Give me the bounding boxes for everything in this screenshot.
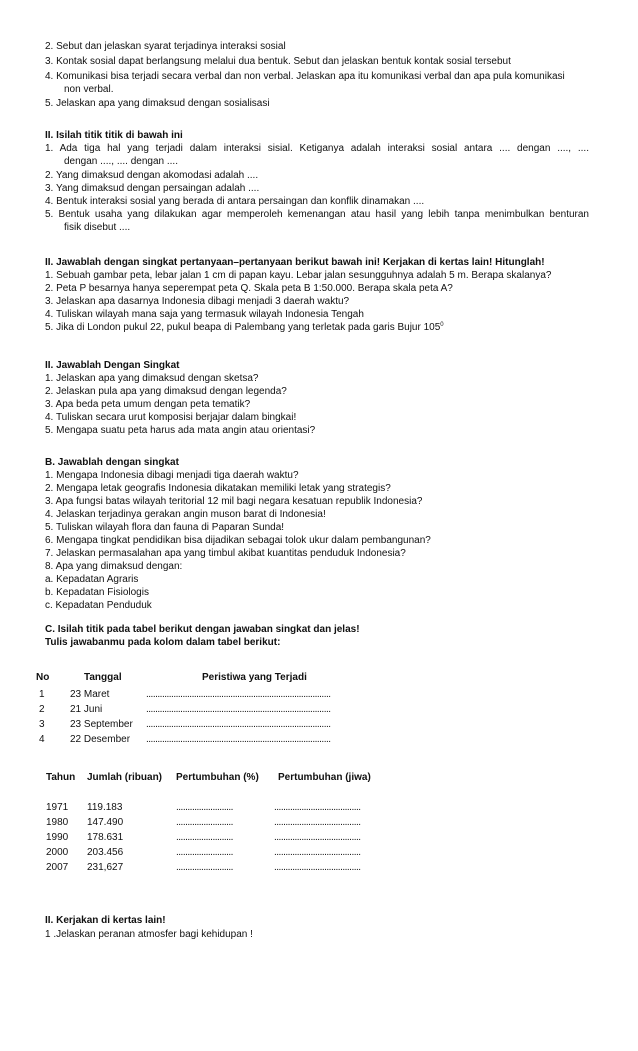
table-header-no: No — [36, 672, 50, 683]
answer-blank: ...................................... — [274, 847, 361, 858]
table-cell-year: 1990 — [46, 832, 69, 843]
table-cell-amount: 147.490 — [87, 817, 124, 828]
table-cell-date: 23 September — [70, 719, 133, 730]
table-cell-date: 22 Desember — [70, 734, 131, 745]
question-text: 8. Apa yang dimaksud dengan: — [45, 561, 183, 572]
question-text: 2. Mengapa letak geografis Indonesia dikatakan memiliki letak yang strategis? — [45, 483, 391, 494]
question-text: 2. Peta P besarnya hanya seperempat peta Q. Skala peta B 1:50.000. Berapa skala peta A? — [45, 283, 453, 294]
question-text: non verbal. — [64, 84, 114, 95]
table-header-jumlah: Jumlah (ribuan) — [87, 772, 163, 783]
table-cell-date: 23 Maret — [70, 689, 110, 700]
question-text: 4. Jelaskan terjadinya gerakan angin muson barat di Indonesia! — [45, 509, 326, 520]
answer-blank: ................................................................................. — [146, 719, 331, 730]
table-cell-year: 1971 — [46, 802, 69, 813]
section-heading: II. Kerjakan di kertas lain! — [45, 915, 166, 926]
table-cell-no: 2 — [39, 704, 45, 715]
question-text: 2. Yang dimaksud dengan akomodasi adalah .... — [45, 170, 259, 181]
question-text: 3. Yang dimaksud dengan persaingan adalah .... — [45, 183, 260, 194]
answer-blank: ................................................................................. — [146, 689, 331, 700]
question-text: 6. Mengapa tingkat pendidikan bisa dijadikan sebagai tolok ukur dalam pembangunan? — [45, 535, 431, 546]
table-cell-year: 1980 — [46, 817, 69, 828]
table-cell-date: 21 Juni — [70, 704, 103, 715]
question-text: 5. Tuliskan wilayah flora dan fauna di Paparan Sunda! — [45, 522, 285, 533]
question-text: 5. Mengapa suatu peta harus ada mata angin atau orientasi? — [45, 425, 316, 436]
table-cell-year: 2000 — [46, 847, 69, 858]
question-text: 4. Komunikasi bisa terjadi secara verbal dan non verbal. Jelaskan apa itu komunikasi verbal dan apa pula komunikasi — [45, 71, 565, 82]
question-text: 4. Tuliskan secara urut komposisi berjajar dalam bingkai! — [45, 412, 297, 423]
answer-blank: ......................... — [176, 862, 233, 873]
table-header-pertumbuhan-pct: Pertumbuhan (%) — [176, 772, 259, 783]
question-text: fisik disebut .... — [64, 222, 131, 233]
question-text: a. Kepadatan Agraris — [45, 574, 139, 585]
question-text: 2. Sebut dan jelaskan syarat terjadinya interaksi sosial — [45, 41, 286, 52]
section-heading: II. Isilah titik titik di bawah ini — [45, 130, 183, 141]
question-text: 1. Mengapa Indonesia dibagi menjadi tiga daerah waktu? — [45, 470, 299, 481]
answer-blank: ...................................... — [274, 862, 361, 873]
question-text — [45, 322, 444, 334]
table-cell-amount: 203.456 — [87, 847, 124, 858]
answer-blank: ...................................... — [274, 832, 361, 843]
question-text: 3. Kontak sosial dapat berlangsung melalui dua bentuk. Sebut dan jelaskan bentuk kontak sosial tersebut — [45, 56, 511, 67]
table-cell-no: 3 — [39, 719, 45, 730]
section-heading: B. Jawablah dengan singkat — [45, 457, 179, 468]
section-heading: C. Isilah titik pada tabel berikut dengan jawaban singkat dan jelas! — [45, 624, 360, 635]
table-cell-no: 4 — [39, 734, 45, 745]
question-text: 3. Jelaskan apa dasarnya Indonesia dibagi menjadi 3 daerah waktu? — [45, 296, 350, 307]
section-heading: II. Jawablah dengan singkat pertanyaan–pertanyaan berikut bawah ini! Kerjakan di kertas lain! Hitunglah! — [45, 257, 545, 268]
question-text: 1. Ada tiga hal yang terjadi dalam interaksi sisial. Ketiganya adalah interaksi sosial antara .... dengan ...., .... — [45, 143, 589, 154]
degree-superscript: 0 — [440, 322, 444, 328]
question-text: 1. Jelaskan apa yang dimaksud dengan sketsa? — [45, 373, 259, 384]
question-text: c. Kepadatan Penduduk — [45, 600, 152, 611]
question-text: 3. Apa beda peta umum dengan peta tematik? — [45, 399, 251, 410]
table-cell-year: 2007 — [46, 862, 69, 873]
question-text: 4. Tuliskan wilayah mana saja yang termasuk wilayah Indonesia Tengah — [45, 309, 364, 320]
table-cell-no: 1 — [39, 689, 45, 700]
question-text: 3. Apa fungsi batas wilayah teritorial 12 mil bagi negara kesatuan republik Indonesia? — [45, 496, 423, 507]
answer-blank: ......................... — [176, 832, 233, 843]
answer-blank: ......................... — [176, 847, 233, 858]
question-text: 1 .Jelaskan peranan atmosfer bagi kehidupan ! — [45, 929, 253, 940]
table-header-peristiwa: Peristiwa yang Terjadi — [202, 672, 307, 683]
question-text: dengan ...., .... dengan .... — [64, 156, 178, 167]
answer-blank: ................................................................................. — [146, 704, 331, 715]
question-text: 1. Sebuah gambar peta, lebar jalan 1 cm di papan kayu. Lebar jalan sesungguhnya adalah 5 m. Berapa skalanya? — [45, 270, 552, 281]
table-cell-amount: 231,627 — [87, 862, 124, 873]
question-text: 7. Jelaskan permasalahan apa yang timbul akibat kuantitas penduduk Indonesia? — [45, 548, 406, 559]
question-text-body: 5. Jika di London pukul 22, pukul beapa di Palembang yang terletak pada garis Bujur 105 — [45, 322, 441, 333]
section-heading: II. Jawablah Dengan Singkat — [45, 360, 180, 371]
question-text: 5. Bentuk usaha yang dilakukan agar memperoleh kemenangan atau hasil yang lebih tanpa menimbulkan benturan — [45, 209, 589, 220]
answer-blank: ......................... — [176, 802, 233, 813]
question-text: 2. Jelaskan pula apa yang dimaksud dengan legenda? — [45, 386, 287, 397]
answer-blank: ................................................................................. — [146, 734, 331, 745]
table-cell-amount: 119.183 — [87, 802, 123, 813]
answer-blank: ...................................... — [274, 817, 361, 828]
table-cell-amount: 178.631 — [87, 832, 124, 843]
question-text: 5. Jelaskan apa yang dimaksud dengan sosialisasi — [45, 98, 270, 109]
answer-blank: ...................................... — [274, 802, 361, 813]
table-header-tanggal: Tanggal — [84, 672, 122, 683]
table-header-pertumbuhan-jiwa: Pertumbuhan (jiwa) — [278, 772, 371, 783]
table-header-tahun: Tahun — [46, 772, 76, 783]
question-text: b. Kepadatan Fisiologis — [45, 587, 149, 598]
answer-blank: ......................... — [176, 817, 233, 828]
question-text: 4. Bentuk interaksi sosial yang berada di antara persaingan dan konflik dinamakan .... — [45, 196, 425, 207]
section-subheading: Tulis jawabanmu pada kolom dalam tabel berikut: — [45, 637, 281, 648]
